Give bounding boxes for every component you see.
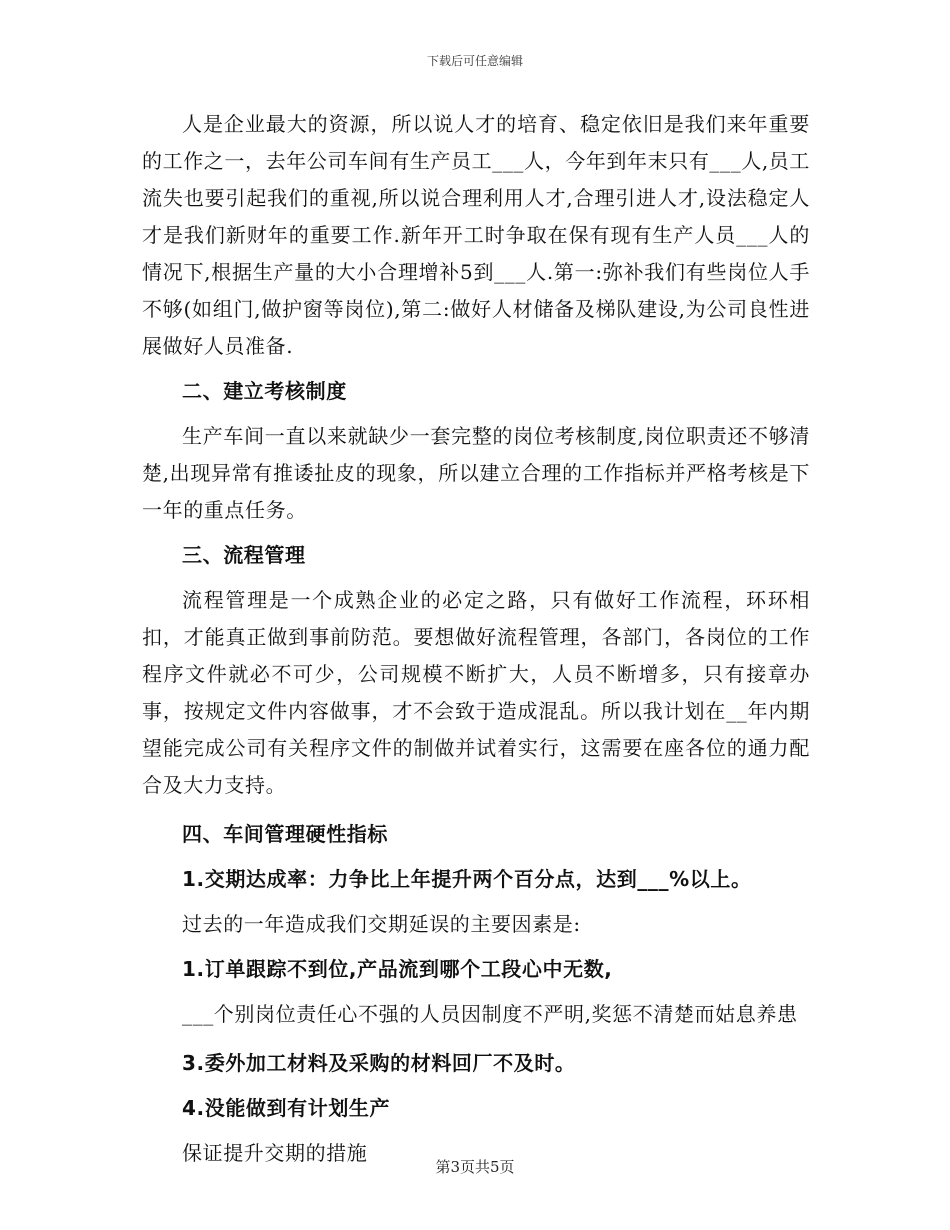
paragraph-measures: 保证提升交期的措施 [182,1141,368,1165]
paragraph-process: 流程管理是一个成熟企业的必定之路，只有做好工作流程，环环相扣，才能真正做到事前防范。要想做好流程管理，各部门，各岗位的工作程序文件就必不可少，公司规模不断扩大，人员不断增多，只有接章办事，按规定文件内容做事，才不会致于造成混乱。所以我计划在__年内期望能完成公司有关程序文件的制做并试着实行，这需要在座各位的通力配合及大力支持。 [142,588,810,797]
paragraph-assessment: 生产车间一直以来就缺少一套完整的岗位考核制度,岗位职责还不够清楚,出现异常有推诿扯皮的现象，所以建立合理的工作指标并严格考核是下一年的重点任务。 [142,424,810,522]
heading-indicators: 四、车间管理硬性指标 [182,822,388,846]
paragraph-responsibility: ___个别岗位责任心不强的人员因制度不严明,奖惩不清楚而姑息养患 [182,1002,798,1026]
heading-process: 三、流程管理 [182,543,306,567]
paragraph-delay-factors: 过去的一年造成我们交期延误的主要因素是: [182,912,581,936]
paragraph-talent: 人是企业最大的资源，所以说人才的培育、稳定依旧是我们来年重要的工作之一，去年公司车间有生产员工___人，今年到年末只有___人,员工流失也要引起我们的重视,所以说合理利用人才,合理引进人才,设法稳定人才是我们新财年的重要工作.新年开工时争取在保有现有生产人员___人的情况下,根据生产量的大小合理增补5到___人.第一:弥补我们有些岗位人手不够(如组门,做护窗等岗位),第二:做好人材储备及梯队建设,为公司良性进展做好人员准备. [142,112,810,358]
item-order-tracking: 1.订单跟踪不到位,产品流到哪个工段心中无数, [182,957,613,981]
page-footer: 第3页共5页 [435,1158,515,1176]
heading-assessment: 二、建立考核制度 [182,379,347,403]
item-delivery-rate: 1.交期达成率：力争比上年提升两个百分点，达到___%以上。 [182,867,752,891]
document-body [142,106,810,1172]
page-header: 下载后可任意编辑 [426,54,523,68]
item-outsourced-materials: 3.委外加工材料及采购的材料回厂不及时。 [182,1051,576,1075]
item-planned-production: 4.没能做到有计划生产 [182,1096,391,1120]
